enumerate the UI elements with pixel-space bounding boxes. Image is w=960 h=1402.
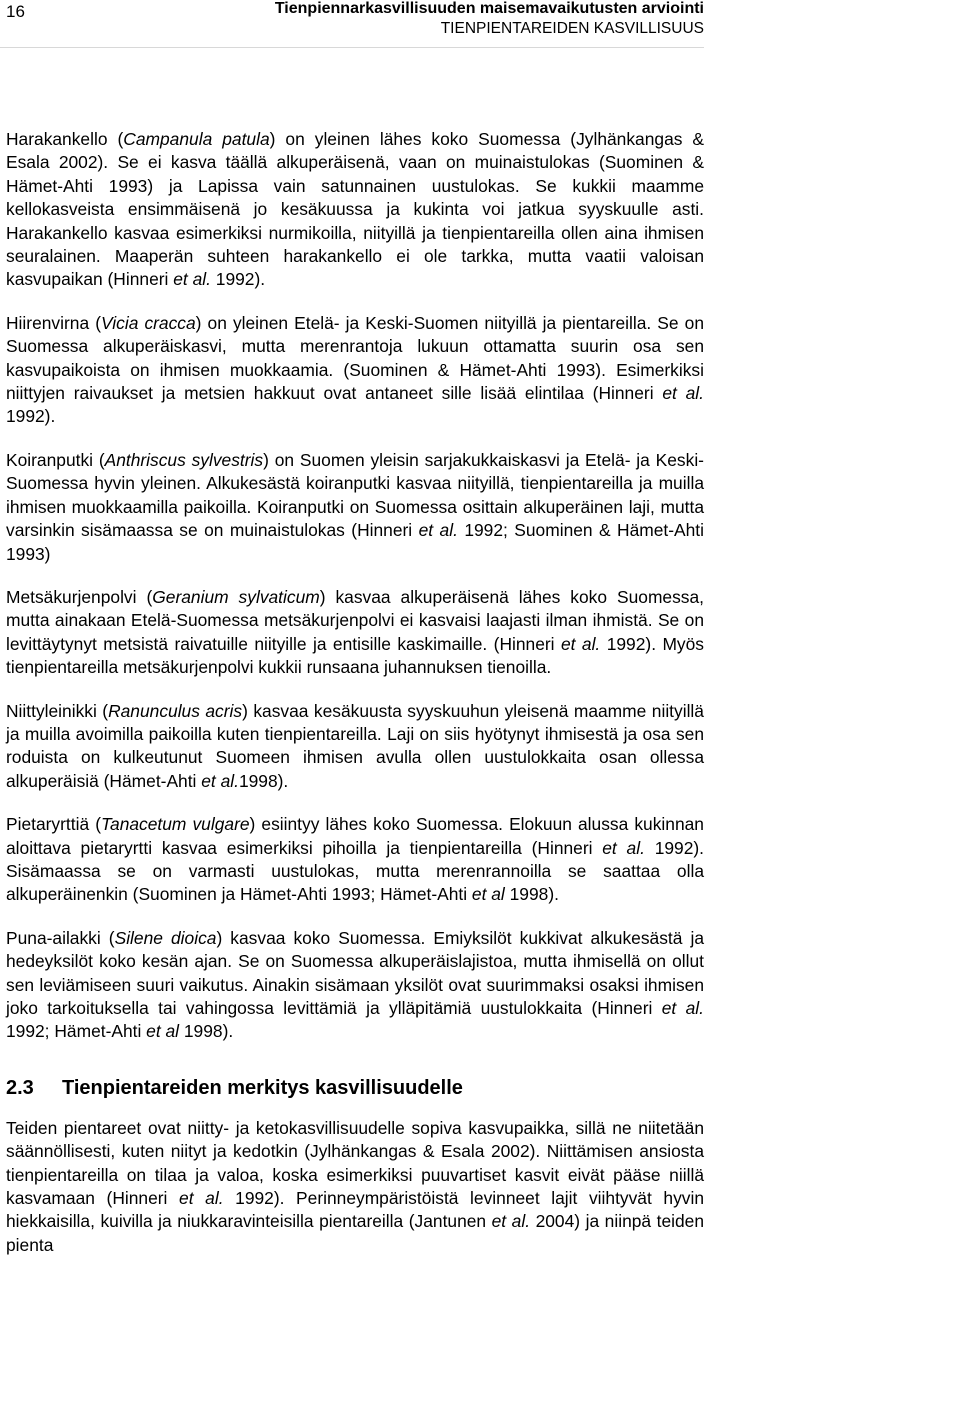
- italic-text: et al.: [491, 1211, 531, 1232]
- text-run: ) esiintyy lähes koko Suomessa. Elokuun alussa kukinnan aloittava pietaryrtti kasvaa esimerkiksi pihoilla ja tienpientareilla (Hinneri: [6, 814, 704, 858]
- italic-text: Campanula patula: [123, 129, 270, 149]
- italic-text: et al: [146, 1021, 180, 1042]
- running-title: Tienpiennarkasvillisuuden maisemavaikutusten arviointi: [274, 0, 704, 17]
- italic-text: Ranunculus acris: [108, 700, 243, 721]
- text-run: Pietaryrttiä (: [6, 814, 101, 835]
- italic-text: et al.: [179, 1188, 224, 1209]
- text-run: 1998).: [179, 1021, 234, 1042]
- italic-text: et al.: [201, 770, 239, 791]
- italic-text: et al.: [560, 633, 601, 654]
- text-run: ) on yleinen lähes koko Suomessa (Jylhänkangas & Esala 2002). Se ei kasva täällä alkuperäisenä, vaan on muinaistulokas (Suominen & Hämet-Ahti 1993) ja Lapissa vain satunnainen uustulokas. Se kukkii maamme kellokasveista ensimmäisenä jo kesäkuussa ja kukinta voi jatkua syyskuulle asti. Harakankello kasvaa esimerkiksi nurmikoilla, niityillä ja tienpientareilla ollen aina ihmisen seuralainen. Maaperän suhteen harakankello ei ole tarkka, mutta vaatii valoisan kasvupaikan (Hinneri: [6, 129, 705, 290]
- section-number: 2.3: [6, 1076, 34, 1099]
- text-run: Metsäkurjenpolvi (: [6, 586, 153, 607]
- paragraph-harakankello: [6, 128, 704, 292]
- text-run: 1992; Suominen & Hämet-Ahti 1993): [6, 520, 705, 564]
- paragraph-niittyleinikki: [6, 700, 704, 794]
- italic-text: Tanacetum vulgare: [101, 814, 250, 835]
- italic-text: Silene dioica: [114, 927, 217, 948]
- text-run: Harakankello (: [6, 129, 124, 149]
- running-subtitle: TIENPIENTAREIDEN KASVILLISUUS: [440, 20, 704, 37]
- text-run: 1992). Perinneympäristöistä levinneet lajit viihtyvät hyvin hiekkaisilla, kuivilla ja niukkaravinteisilla pientareilla (Jantunen: [6, 1188, 705, 1232]
- page-body: [6, 128, 704, 1277]
- paragraph-section-intro: [6, 1117, 704, 1257]
- text-run: 1992; Hämet-Ahti: [6, 1021, 147, 1042]
- paragraph-puna-ailakki: [6, 927, 704, 1044]
- paragraph-pietaryrtti: [6, 813, 704, 907]
- italic-text: et al.: [602, 837, 645, 858]
- text-run: Hiirenvirna (: [6, 312, 101, 333]
- italic-text: et al: [471, 884, 505, 905]
- section-title: Tienpientareiden merkitys kasvillisuudelle: [62, 1076, 463, 1099]
- text-run: 1998).: [504, 884, 559, 905]
- italic-text: Anthriscus sylvestris: [104, 449, 264, 470]
- page-header: [0, 0, 960, 50]
- text-run: 1998).: [238, 770, 289, 791]
- text-run: Teiden pientareet ovat niitty- ja ketokasvillisuudelle sopiva kasvupaikka, sillä ne niitetään säännöllisesti, kuten niityt ja kedotkin (Jylhänkangas & Esala 2002). Niittämisen ansiosta tienpientareilla on tilaa ja valoa, koska esimerkiksi puuvartiset kasvit eivät pääse niillä kasvamaan (Hinneri: [6, 1117, 704, 1209]
- text-run: ) on Suomen yleisin sarjakukkaiskasvi ja Etelä- ja Keski-Suomessa hyvin yleinen. Alkukesästä koiranputki kasvaa niityillä, tienpientareilla ja muilla ihmisen muokkaamilla paikoilla. Koiranputki on Suomessa osittain alkuperäinen laji, mutta varsinkin sisämaassa se on muinaistulokas (Hinneri: [6, 449, 704, 541]
- text-run: 1992). Sisämaassa se on varmasti uustulokas, mutta merenrannoilla se saattaa olla alkuperäinenkin (Suominen ja Hämet-Ahti 1993; Hämet-Ahti: [6, 837, 705, 905]
- text-run: ) kasvaa alkuperäisenä lähes koko Suomessa, mutta ainakaan Etelä-Suomessa metsäkurjenpolvi ei kasvaisi laajasti ilman ihmistä. Se on levittäytynyt metsistä raivatuille niityille ja entisille kaskimaille. (Hinneri: [6, 586, 704, 654]
- text-run: ) kasvaa kesäkuusta syyskuuhun yleisenä maamme niityillä ja muilla avoimilla paikoilla kuten tienpientareilla. Laji on siis hyötynyt ihmisestä ja osa sen roduista on kulkeutunut Suomeen ihmisen avulla ollen uustulokkaita osan ollessa alkuperäisiä (Hämet-Ahti: [6, 700, 704, 791]
- text-run: 1992).: [210, 269, 266, 290]
- italic-text: Geranium sylvaticum: [152, 586, 320, 607]
- text-run: 1992).: [6, 406, 56, 427]
- paragraph-hiirenvirna: [6, 312, 704, 429]
- text-run: 2004) ja niinpä teiden pienta: [6, 1211, 705, 1255]
- italic-text: Vicia cracca: [100, 312, 196, 333]
- text-run: Puna-ailakki (: [6, 927, 115, 948]
- section-heading: [6, 1077, 704, 1100]
- text-run: Niittyleinikki (: [6, 700, 109, 721]
- italic-text: et al.: [418, 520, 458, 541]
- text-run: ) on yleinen Etelä- ja Keski-Suomen niityillä ja pientareilla. Se on Suomessa alkuperäiskasvi, mutta merenrantoja lukuun ottamatta suurin osa sen kasvupaikoista on ihmisen muokkaamia. (Suominen & Hämet-Ahti 1993). Esimerkiksi niittyjen raivaukset ja metsien hakkuut ovat antaneet sille lisää elintilaa (Hinneri: [6, 312, 704, 404]
- text-run: Koiranputki (: [6, 449, 105, 470]
- paragraph-metsakurjenpolvi: [6, 586, 704, 680]
- italic-text: et al.: [661, 998, 705, 1018]
- text-run: 1992). Myös tienpientareilla metsäkurjenpolvi kukkii runsaana juhannuksen tienoilla.: [6, 633, 704, 678]
- page-number: 16: [6, 2, 25, 21]
- paragraph-koiranputki: [6, 449, 704, 566]
- italic-text: et al.: [173, 269, 211, 290]
- header-divider: [0, 47, 704, 48]
- text-run: ) kasvaa koko Suomessa. Emiyksilöt kukkivat alkukesästä ja hedeyksilöt koko kesän ajan. Se on Suomessa alkuperäislajistoa, mutta ihmisellä on ollut sen leviämiseen suuri vaikutus. Ainakin sisämaan yksilöt ovat suurimmaksi osaksi ihmisen joko tarkoituksella tai vahingossa levittämiä ja ylläpitämiä uustulokkaita (Hinneri: [6, 927, 704, 1018]
- italic-text: et al.: [662, 383, 704, 404]
